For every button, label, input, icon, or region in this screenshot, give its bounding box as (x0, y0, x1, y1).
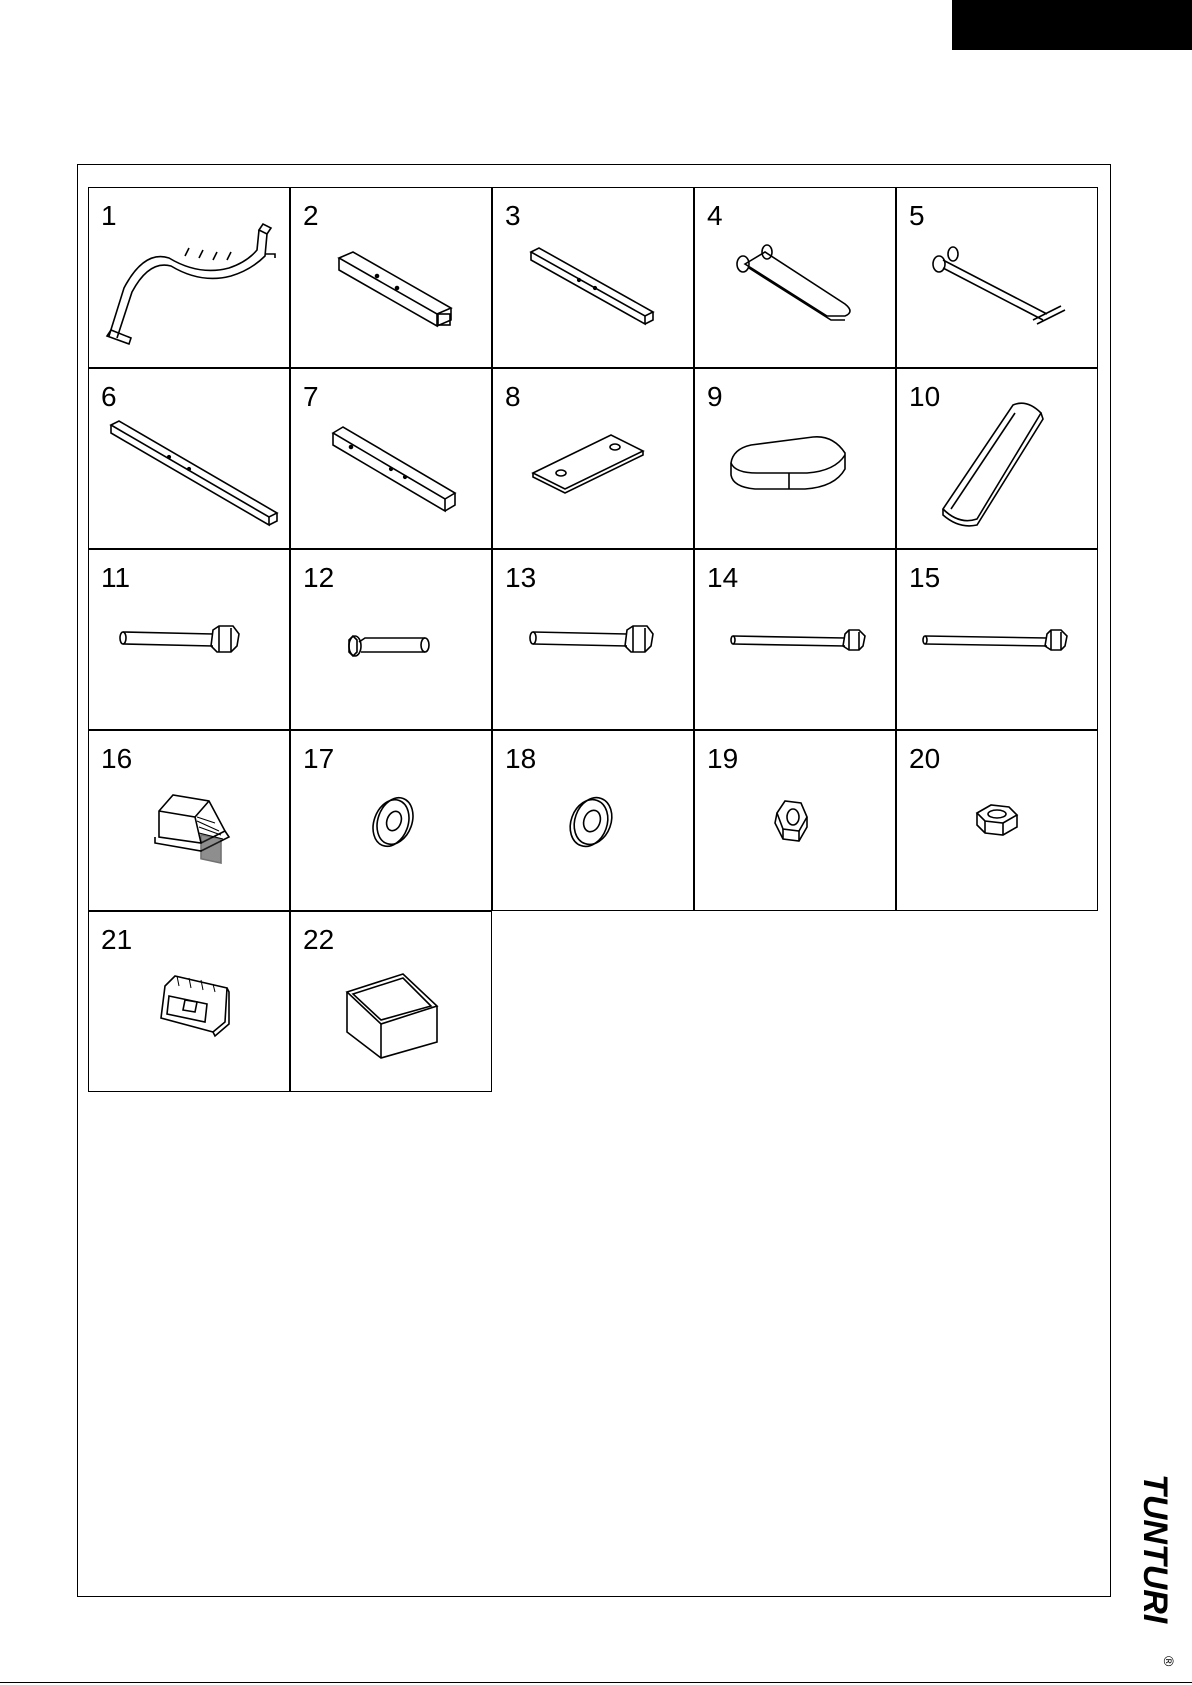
part-number: 19 (707, 743, 739, 774)
rectangular-end-plug-icon (89, 912, 289, 1091)
part-number: 8 (505, 381, 521, 412)
part-cell-22 (290, 911, 492, 1092)
washer-icon (291, 731, 491, 910)
long-rail-icon (89, 369, 289, 548)
pedal-arm-flat-icon (695, 188, 895, 367)
part-cell-5 (896, 187, 1098, 368)
part-cell-20 (896, 730, 1098, 911)
part-number: 10 (909, 381, 941, 412)
back-pad-icon (897, 369, 1097, 548)
part-cell-9 (694, 368, 896, 549)
square-tube-long-icon (493, 188, 693, 367)
seat-cushion-icon (695, 369, 895, 548)
hex-bolt-short-icon (89, 550, 289, 729)
part-number: 20 (909, 743, 941, 774)
part-number: 1 (101, 200, 117, 231)
part-cell-21 (88, 911, 290, 1092)
part-number: 12 (303, 562, 335, 593)
part-cell-6 (88, 368, 290, 549)
square-end-cap-icon (291, 912, 491, 1091)
part-number: 2 (303, 200, 319, 231)
part-number: 13 (505, 562, 537, 593)
part-number: 18 (505, 743, 537, 774)
part-number: 15 (909, 562, 941, 593)
washer-large-icon (493, 731, 693, 910)
part-number: 3 (505, 200, 521, 231)
main-frame-icon (89, 188, 289, 367)
part-number: 17 (303, 743, 335, 774)
part-number: 5 (909, 200, 925, 231)
flange-bolt-icon (291, 550, 491, 729)
part-cell-17 (290, 730, 492, 911)
part-cell-8 (492, 368, 694, 549)
part-number: 16 (101, 743, 133, 774)
hex-bolt-longest-icon (897, 550, 1097, 729)
mounting-plate-icon (493, 369, 693, 548)
part-number: 6 (101, 381, 117, 412)
part-number: 21 (101, 924, 133, 955)
part-cell-4 (694, 187, 896, 368)
square-tube-short-icon (291, 188, 491, 367)
corner-tab (952, 0, 1192, 50)
part-number: 7 (303, 381, 319, 412)
part-number: 4 (707, 200, 723, 231)
pedal-arm-rod-icon (897, 188, 1097, 367)
brand-name: TUNTURI (1136, 1474, 1174, 1624)
part-cell-7 (290, 368, 492, 549)
part-number: 9 (707, 381, 723, 412)
parts-grid (88, 187, 1102, 1093)
hex-nut-icon (897, 731, 1097, 910)
brand-logo (1136, 1470, 1176, 1680)
part-number: 14 (707, 562, 739, 593)
hex-bolt-long-icon (695, 550, 895, 729)
part-cell-16 (88, 730, 290, 911)
part-number: 11 (101, 562, 131, 593)
hex-bolt-medium-icon (493, 550, 693, 729)
bottom-rule (0, 1682, 1192, 1683)
part-cell-2 (290, 187, 492, 368)
lock-nut-icon (695, 731, 895, 910)
part-cell-15 (896, 549, 1098, 730)
part-cell-14 (694, 549, 896, 730)
tunturi-logo (1136, 1470, 1176, 1680)
square-tube-medium-icon (291, 369, 491, 548)
part-cell-12 (290, 549, 492, 730)
registered-mark: ® (1161, 1656, 1176, 1667)
part-cell-1 (88, 187, 290, 368)
part-cell-11 (88, 549, 290, 730)
part-number: 22 (303, 924, 335, 955)
part-cell-19 (694, 730, 896, 911)
foot-cap-icon (89, 731, 289, 910)
part-cell-18 (492, 730, 694, 911)
part-cell-13 (492, 549, 694, 730)
part-cell-10 (896, 368, 1098, 549)
part-cell-3 (492, 187, 694, 368)
